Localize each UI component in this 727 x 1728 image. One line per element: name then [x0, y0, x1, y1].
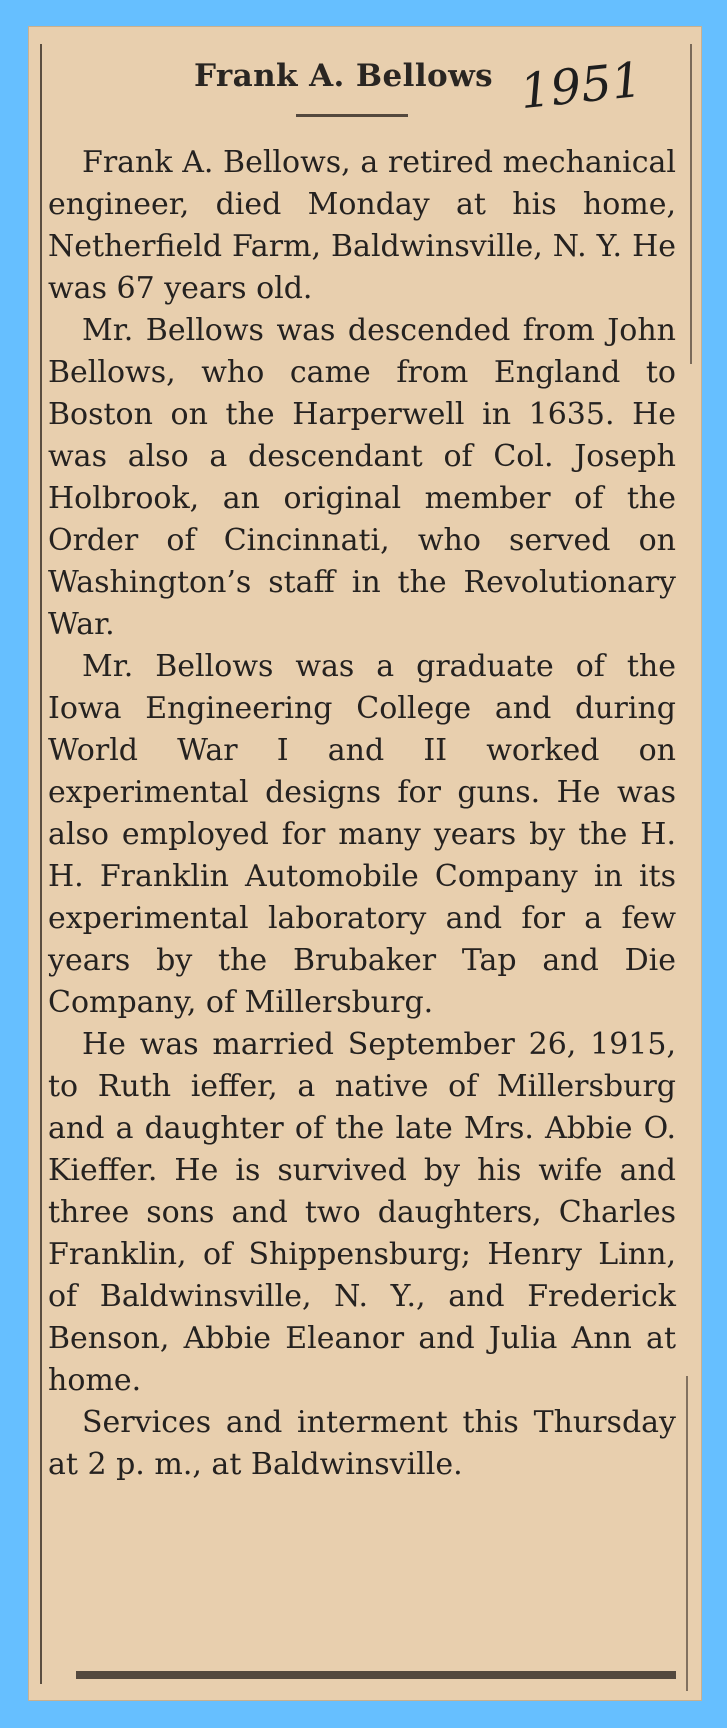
paragraph-5: Services and interment this Thursday at 2 p. m., at Baldwinsville. — [48, 1405, 676, 1482]
column-rule-right-top — [690, 44, 692, 364]
title-underline — [296, 114, 408, 117]
obituary-body — [48, 142, 676, 1486]
paragraph-4: He was married September 26, 1915, to Ruth ieffer, a native of Millersburg and a daughter of the late Mrs. Abbie O. Kieffer. He is survived by his wife and three sons and two daughters, Charles Franklin, of Shippensburg; Henry Linn, of Baldwinsville, N. Y., and Frederick Benson, Abbie Eleanor and Julia Ann at home. — [48, 1027, 676, 1398]
column-rule-left — [40, 44, 42, 1684]
handwritten-year: 1951 — [517, 51, 645, 121]
obituary-title: Frank A. Bellows — [194, 58, 494, 94]
paragraph-3: Mr. Bellows was a graduate of the Iowa Engineering College and during World War I and II worked on experimental designs for guns. He was also employed for many years by the H. H. Franklin Automobile Company in its experimental laboratory and for a few years by the Brubaker Tap and Die Company, of Millersburg. — [48, 649, 676, 1020]
bottom-rule — [76, 1671, 676, 1679]
paragraph-2: Mr. Bellows was descended from John Bellows, who came from England to Boston on the Harperwell in 1635. He was also a descendant of Col. Joseph Holbrook, an original member of the Order of Cincinnati, who served on Washington’s staff in the Revolutionary War. — [48, 313, 676, 642]
column-rule-right-bottom — [686, 1376, 688, 1691]
newspaper-clipping — [28, 26, 702, 1701]
paragraph-1: Frank A. Bellows, a retired mechanical engineer, died Monday at his home, Netherfield Farm, Baldwinsville, N. Y. He was 67 years old. — [48, 145, 676, 306]
